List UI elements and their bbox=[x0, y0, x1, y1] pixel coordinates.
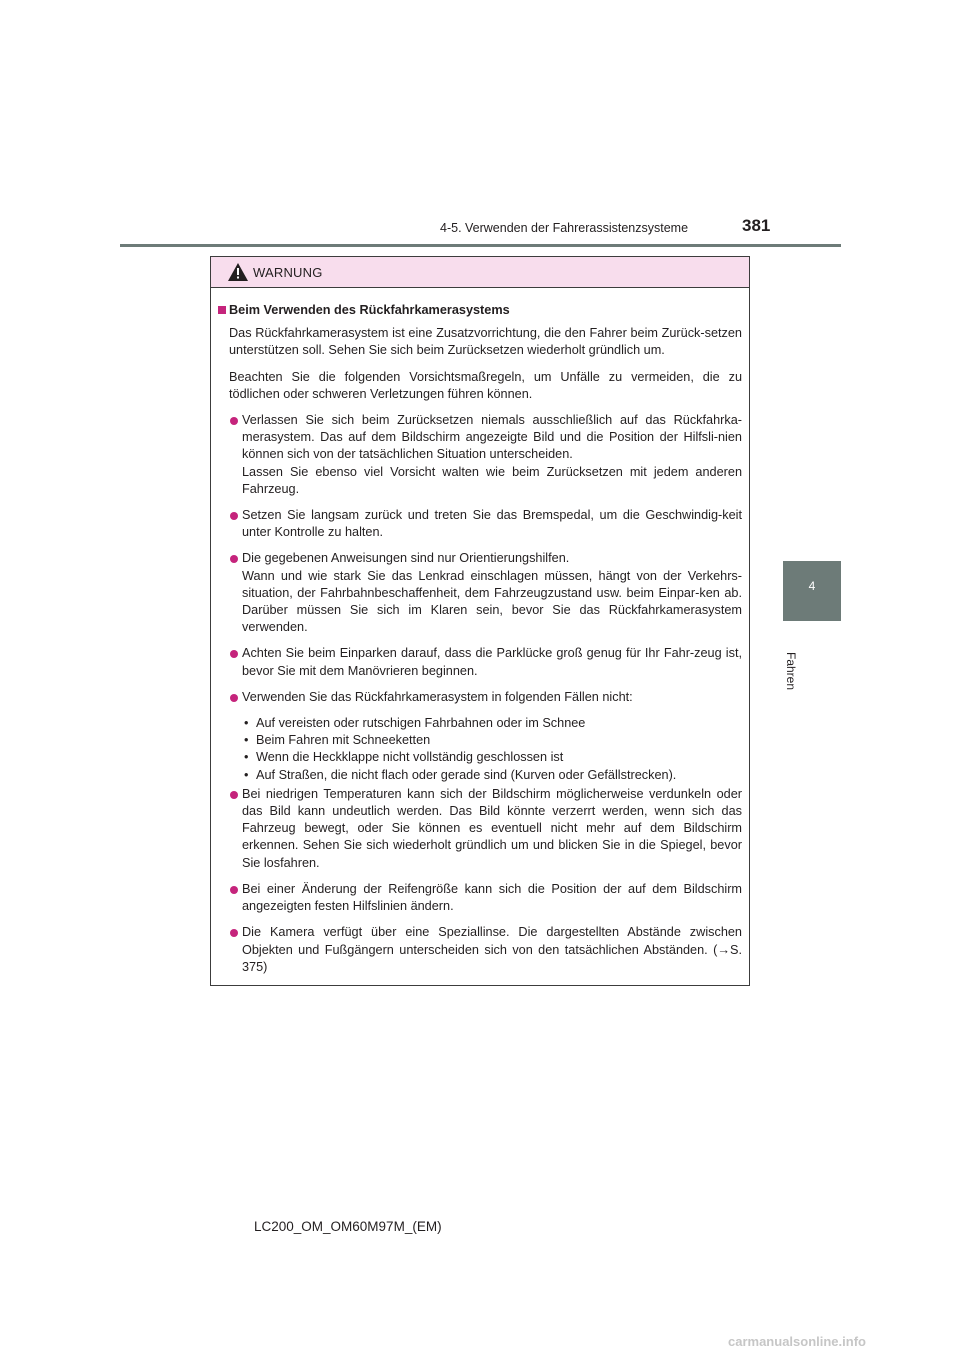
bullet-text: Achten Sie beim Einparken darauf, dass die Parklücke groß genug für Ihr Fahr-zeug ist, bevor Sie mit dem Manövrieren beginnen. bbox=[242, 646, 742, 678]
intro-paragraph: Beachten Sie die folgenden Vorsichtsmaßregeln, um Unfälle zu vermeiden, die zu tödlichen oder schweren Verletzungen führen können. bbox=[229, 369, 742, 401]
document-code: LC200_OM_OM60M97M_(EM) bbox=[254, 1219, 442, 1234]
warning-box bbox=[210, 256, 750, 986]
warning-bullet bbox=[218, 924, 742, 976]
warning-bullet bbox=[218, 412, 742, 498]
warning-bullet bbox=[218, 645, 742, 679]
circle-bullet-icon bbox=[230, 791, 238, 799]
circle-bullet-icon bbox=[230, 650, 238, 658]
circle-bullet-icon bbox=[230, 886, 238, 894]
page-number: 381 bbox=[742, 216, 771, 235]
watermark[interactable]: carmanualsonline.info bbox=[728, 1334, 866, 1349]
header-divider bbox=[120, 244, 841, 247]
warning-bullet bbox=[218, 689, 742, 706]
circle-bullet-icon bbox=[230, 694, 238, 702]
warning-bullet bbox=[218, 507, 742, 541]
list-item bbox=[242, 715, 742, 732]
warning-triangle-icon bbox=[228, 263, 248, 281]
bullet-text: Die Kamera verfügt über eine Speziallinse. Die dargestellten Abstände zwischen Objekten und Fußgängern unterscheiden sich von den tatsächlichen Abständen. (→S. 375) bbox=[242, 925, 742, 974]
list-item-text: Beim Fahren mit Schneeketten bbox=[256, 733, 431, 748]
dot-bullet-icon: • bbox=[244, 733, 249, 748]
dot-bullet-icon: • bbox=[244, 750, 249, 765]
intro-paragraph: Das Rückfahrkamerasystem ist eine Zusatzvorrichtung, die den Fahrer beim Zurück-setzen unterstützen soll. Sehen Sie sich beim Zurücksetzen wiederholt gründlich um. bbox=[229, 326, 742, 358]
dot-bullet-icon: • bbox=[244, 716, 249, 731]
list-item-text: Auf Straßen, die nicht flach oder gerade sind (Kurven oder Gefällstrecken). bbox=[256, 767, 677, 782]
circle-bullet-icon bbox=[230, 929, 238, 937]
warning-bullet bbox=[218, 881, 742, 915]
bullet-text: Verlassen Sie sich beim Zurücksetzen niemals ausschließlich auf das Rückfahrka-merasystem. Das auf dem Bildschirm angezeigte Bild und die Position der Hilfsli-nien können sich von der tatsächlichen Situation unterscheiden. bbox=[242, 413, 742, 462]
chapter-label-container bbox=[780, 630, 810, 691]
chapter-label: Fahren bbox=[784, 652, 798, 691]
warning-header bbox=[211, 257, 749, 288]
section-title: 4-5. Verwenden der Fahrerassistenzsysteme bbox=[440, 221, 689, 235]
warning-title: WARNUNG bbox=[253, 265, 323, 280]
circle-bullet-icon bbox=[230, 417, 238, 425]
chapter-number: 4 bbox=[808, 579, 816, 593]
bullet-text: Die gegebenen Anweisungen sind nur Orientierungshilfen. bbox=[242, 551, 570, 566]
circle-bullet-icon bbox=[230, 555, 238, 563]
bullet-text: Setzen Sie langsam zurück und treten Sie das Bremspedal, um die Geschwindig-keit unter Kontrolle zu halten. bbox=[242, 508, 742, 540]
warning-subheading-text: Beim Verwenden des Rückfahrkamerasystems bbox=[229, 303, 510, 317]
list-item bbox=[242, 767, 742, 784]
list-item-text: Auf vereisten oder rutschigen Fahrbahnen oder im Schnee bbox=[256, 716, 586, 731]
bullet-text: Bei einer Änderung der Reifengröße kann sich die Position der auf dem Bildschirm angezeigten festen Hilfslinien ändern. bbox=[242, 881, 742, 914]
list-item bbox=[242, 749, 742, 766]
warning-bullet bbox=[218, 786, 742, 872]
list-item-text: Wenn die Heckklappe nicht vollständig geschlossen ist bbox=[256, 750, 564, 765]
dot-bullet-icon: • bbox=[244, 767, 249, 782]
warning-subheading bbox=[218, 302, 742, 319]
bullet-text: Wann und wie stark Sie das Lenkrad einschlagen müssen, hängt von der Verkehrs-situation, der Fahrbahnbeschaffenheit, dem Fahrzeugzustand usw. beim Einpar-ken ab. Darüber müssen Sie sich im Klaren sein, bevor Sie das Rückfahrkamerasystem verwenden. bbox=[242, 568, 742, 635]
circle-bullet-icon bbox=[230, 512, 238, 520]
bullet-text: Verwenden Sie das Rückfahrkamerasystem in folgenden Fällen nicht: bbox=[242, 689, 633, 704]
list-item bbox=[242, 732, 742, 749]
square-bullet-icon bbox=[218, 306, 226, 314]
warning-content bbox=[211, 288, 749, 976]
chapter-tab[interactable] bbox=[783, 561, 841, 621]
bullet-text: Lassen Sie ebenso viel Vorsicht walten wie beim Zurücksetzen mit jedem anderen Fahrzeug. bbox=[242, 464, 742, 496]
warning-bullet bbox=[218, 550, 742, 636]
bullet-text: Bei niedrigen Temperaturen kann sich der Bildschirm möglicherweise verdunkeln oder das Bild kann undeutlich werden. Das Bild könnte verzerrt werden, wenn sich das Fahrzeug bewegt, oder Sie können es eventuell nicht mehr auf dem Bildschirm erkennen. Sehen Sie sich wiederholt gründlich um und blicken Sie in die Spiegel, bevor Sie losfahren. bbox=[242, 786, 742, 870]
condition-list bbox=[242, 715, 742, 784]
